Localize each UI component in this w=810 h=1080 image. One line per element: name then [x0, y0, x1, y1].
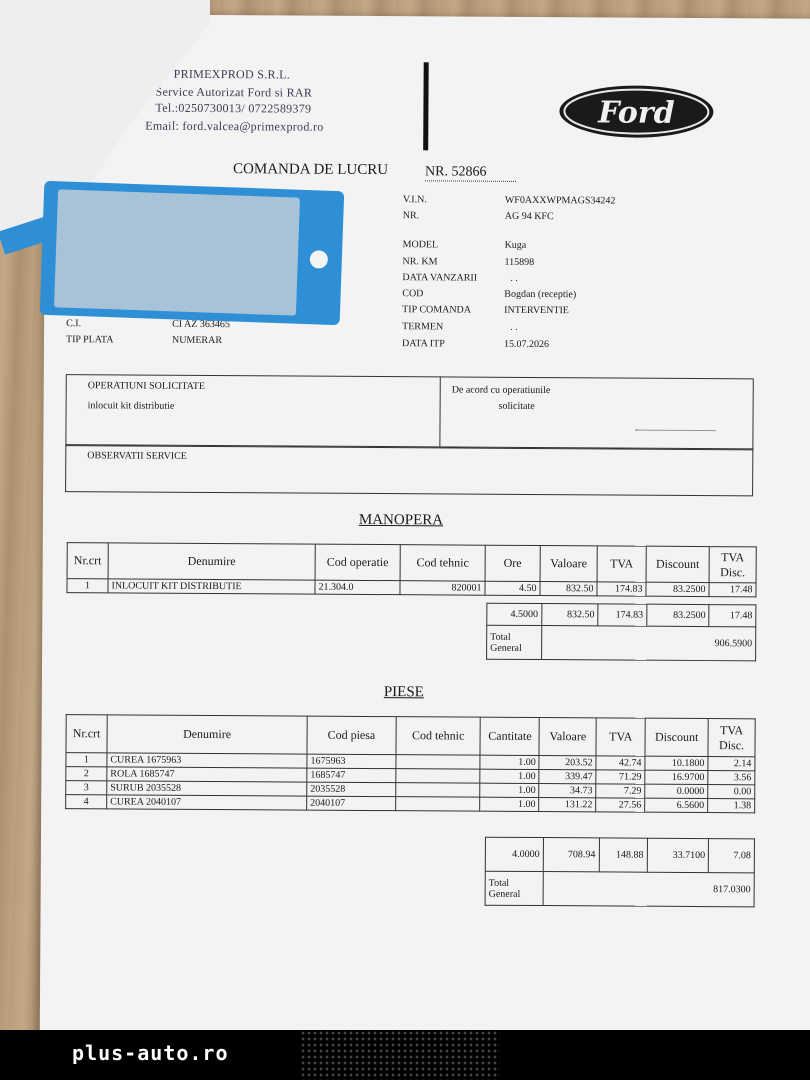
parts-header-name: Denumire [107, 715, 307, 754]
parts-total-label-2: General [488, 888, 521, 900]
table-row: 1 CUREA 1675963 1675963 1.00 203.52 42.74 10.1800 2.14 [66, 753, 755, 771]
labor-header-nr: Nr.crt [67, 543, 108, 579]
model-value: Kuga [504, 239, 527, 251]
parts-total-general: 817.0300 [543, 872, 754, 907]
parts-header-qty: Cantitate [480, 717, 539, 755]
halftone-dots [300, 1030, 500, 1080]
ford-logo-icon [557, 83, 715, 140]
parts-header-discount: Discount [645, 718, 708, 756]
labor-header-value: Valoare [540, 546, 597, 582]
order-type-label: TIP COMANDA [402, 304, 472, 316]
table-row: 1 INLOCUIT KIT DISTRIBUTIE 21.304.0 820001 4.50 832.50 174.83 83.2500 17.48 [67, 579, 756, 597]
tag-label-area [54, 189, 300, 315]
parts-header-vat: TVA [596, 718, 645, 756]
parts-total-vat-disc: 7.08 [709, 839, 755, 873]
client-ci-label: C.I. [66, 318, 82, 330]
divider-bar [423, 62, 429, 150]
vin-label: V.I.N. [402, 194, 427, 206]
plate-label: NR. [402, 210, 420, 222]
labor-totals [486, 603, 756, 662]
footer-site: plus-auto.ro [72, 1041, 229, 1065]
labor-total-label-1: Total [490, 631, 511, 643]
labor-total-discount: 83.2500 [647, 604, 710, 626]
cod-value: Bogdan (receptie) [504, 288, 577, 301]
sale-date-value: . . [510, 272, 518, 284]
order-title: COMANDA DE LUCRU [233, 161, 389, 179]
parts-total-discount: 33.7100 [647, 838, 709, 872]
labor-table [66, 542, 756, 597]
labor-total-vat-disc: 17.48 [709, 605, 756, 627]
operations-value: inlocuit kit distributie [87, 400, 175, 412]
operations-label: OPERATIUNI SOLICITATE [87, 380, 206, 392]
parts-total-qty: 4.0000 [485, 837, 543, 871]
plate-value: AG 94 KFC [504, 210, 554, 223]
order-type-value: INTERVENTIE [504, 304, 569, 317]
parts-header-value: Valoare [539, 718, 596, 756]
labor-header-vat: TVA [597, 546, 646, 582]
payment-type-label: TIP PLATA [65, 334, 114, 346]
parts-totals [485, 837, 755, 908]
deadline-value: . . [510, 321, 518, 333]
order-number: NR. 52866 [425, 164, 517, 182]
blue-key-tag [40, 181, 344, 325]
client-ci-value: CI AZ 363465 [172, 318, 230, 331]
table-row: 3 SURUB 2035528 2035528 1.00 34.73 7.29 0.0000 0.00 [66, 781, 755, 799]
labor-header-discount: Discount [646, 546, 709, 582]
company-name: PRIMEXPROD S.R.L. [173, 66, 291, 82]
labor-section-title: MANOPERA [358, 511, 444, 529]
sale-date-label: DATA VANZARII [402, 272, 478, 284]
work-order-sheet [40, 14, 810, 1059]
footer-bar [0, 1030, 810, 1080]
km-label: NR. KM [402, 256, 438, 268]
labor-total-general: 906.5900 [541, 626, 756, 661]
observations-label: OBSERVATII SERVICE [87, 450, 187, 462]
parts-total-label-1: Total [488, 877, 510, 889]
parts-table [65, 714, 756, 813]
cod-label: COD [402, 288, 424, 300]
parts-section-title: PIESE [383, 684, 424, 701]
labor-total-hours: 4.5000 [487, 603, 542, 625]
deadline-label: TERMEN [402, 321, 444, 333]
tag-hole [310, 250, 329, 269]
labor-total-label-2: General [490, 642, 522, 654]
table-row: 4 CUREA 2040107 2040107 1.00 131.22 27.56 6.5600 1.38 [66, 795, 755, 813]
vin-value: WF0AXXWPMAGS34242 [504, 194, 616, 207]
labor-total-vat: 174.83 [598, 604, 647, 626]
itp-date-label: DATA ITP [401, 338, 445, 350]
model-label: MODEL [402, 239, 439, 251]
agree-text-1: De acord cu operatiunile [451, 384, 551, 397]
itp-date-value: 15.07.2026 [503, 338, 550, 351]
parts-header-tech-code: Cod tehnic [396, 717, 481, 756]
payment-type-value: NUMERAR [171, 334, 223, 347]
labor-header-op-code: Cod operatie [315, 544, 400, 581]
labor-header-vat-disc: TVA Disc. [709, 547, 756, 583]
company-phone: Tel.:0250730013/ 0722589379 [155, 100, 312, 116]
km-value: 115898 [504, 256, 535, 268]
parts-header-part-code: Cod piesa [307, 716, 396, 755]
labor-header-hours: Ore [485, 545, 540, 581]
parts-total-value: 708.94 [543, 838, 599, 872]
company-email: Email: ford.valcea@primexprod.ro [145, 118, 324, 134]
agree-text-2: solicitate [498, 400, 535, 412]
table-row: 2 ROLA 1685747 1685747 1.00 339.47 71.29 16.9700 3.56 [66, 767, 755, 785]
parts-header-vat-disc: TVA Disc. [708, 719, 755, 757]
labor-header-name: Denumire [108, 543, 315, 580]
company-service: Service Autorizat Ford si RAR [155, 84, 313, 100]
labor-header-tech-code: Cod tehnic [400, 545, 485, 582]
svg-text:Ford: Ford [598, 95, 675, 131]
parts-total-vat: 148.88 [599, 838, 647, 872]
labor-total-value: 832.50 [541, 604, 598, 626]
parts-header-nr: Nr.crt [66, 715, 107, 753]
